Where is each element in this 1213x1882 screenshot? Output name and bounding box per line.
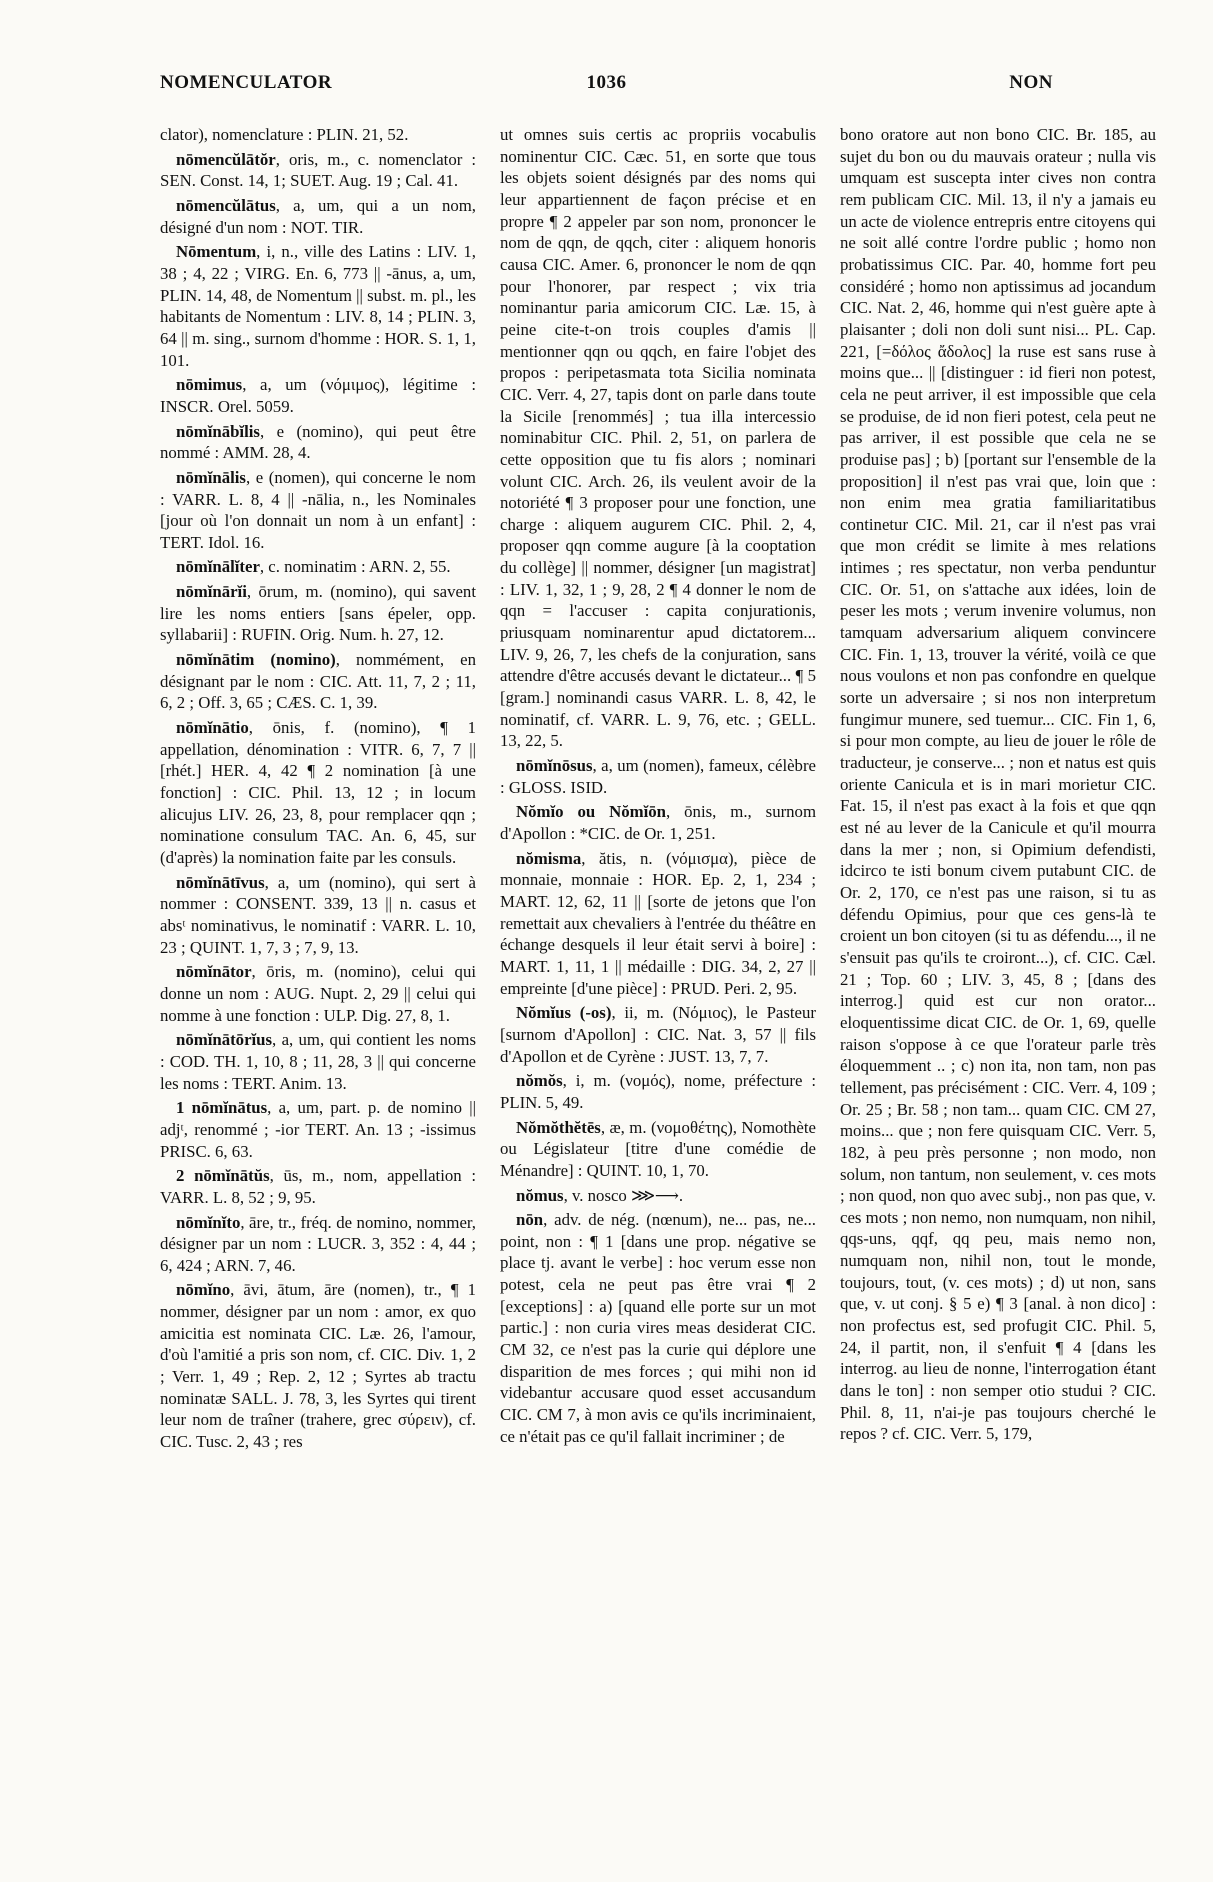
dictionary-entry: nŏmŏs, i, m. (νομός), nome, préfecture : PLIN. 5, 49. bbox=[500, 1071, 816, 1112]
dictionary-entry: Nŏmŏthĕtēs, æ, m. (νομοθέτης), Nomothète ou Législateur [titre d'une comédie de Ménandre] : QUINT. 10, 1, 70. bbox=[500, 1117, 816, 1180]
dictionary-entry: nŏmisma, ătis, n. (νόμισμα), pièce de monnaie, monnaie : HOR. Ep. 2, 1, 234 ; MART. 12, 62, 11 || [sorte de jetons que l'on remettait aux chevaliers à l'entrée du théâtre en échange desquels il leur était servi à boire] : MART. 1, 11, 1 || médaille : DIG. 34, 2, 27 || empreinte [d'une pièce] : PRUD. Peri. 2, 95. bbox=[500, 848, 816, 998]
dictionary-entry: nōmĭnātim (nomino), nommément, en désignant par le nom : CIC. Att. 11, 7, 2 ; 11, 6, 2 ; Off. 3, 65 ; CÆS. C. 1, 39. bbox=[160, 650, 476, 713]
dictionary-entry: Nōmentum, i, n., ville des Latins : LIV. 1, 38 ; 4, 22 ; VIRG. En. 6, 773 || -ānus, a, um, PLIN. 14, 48, de Nomentum || subst. m. pl., les habitants de Nomentum : LIV. 8, 14 ; PLIN. 3, 64 || m. sing., surnom d'homme : HOR. S. 1, 1, 101. bbox=[160, 242, 476, 370]
running-head bbox=[160, 72, 1053, 104]
header-left-guide-word: NOMENCULATOR bbox=[160, 72, 333, 93]
dictionary-entry: nōmĭnōsus, a, um (nomen), fameux, célèbre : GLOSS. ISID. bbox=[500, 756, 816, 797]
column-3 bbox=[840, 124, 1156, 1864]
dictionary-entry: Nŏmĭo ou Nŏmĭōn, ōnis, m., surnom d'Apollon : *CIC. de Or. 1, 251. bbox=[500, 802, 816, 843]
entry-continuation: ut omnes suis certis ac propriis vocabulis nominentur CIC. Cæc. 51, en sorte que tous les objets soient désignés par des noms qui leur appartiennent de façon précise et en propre ¶ 2 appeler par son nom, prononcer le nom de qqn, de qqch, citer : aliquem honoris causa CIC. Amer. 6, prononcer le nom de qqn pour l'honorer, par respect ; vix tria nominantur paria amicorum CIC. Læ. 15, à peine cite-t-on trois couples d'amis || mentionner qqn ou qqch, en faire l'objet des propos : peripetasmata tota Sicilia nominata CIC. Verr. 4, 27, tapis dont on parle dans toute la Sicile [renommés] ; tua illa intercessio nominabitur CIC. Phil. 2, 51, on parlera de cette opposition que tu fis alors ; nominari volunt CIC. Arch. 26, ils veulent avoir de la notoriété ¶ 3 proposer pour une fonction, une charge : aliquem augurem CIC. Phil. 2, 4, proposer qqn comme augure [à la cooptation du collège] || nommer, désigner [un magistrat] : LIV. 1, 32, 1 ; 9, 28, 2 ¶ 4 donner le nom de qqn = l'accuser : capita conjurationis, priusquam nominarentur apud dictatorem... LIV. 9, 26, 7, les chefs de la conjuration, sans attendre d'être accusés devant le dictateur... ¶ 5 [gram.] nominandi casus VARR. L. 8, 42, le nominatif, cf. VARR. L. 9, 76, etc. ; GELL. 13, 22, 5. bbox=[500, 125, 816, 751]
dictionary-entry: nōmĭnārĭi, ōrum, m. (nomino), qui savent lire les noms entiers [sans épeler, opp. syllabarii] : RUFIN. Orig. Num. h. 27, 12. bbox=[160, 582, 476, 645]
header-right-guide-word: NON bbox=[1009, 72, 1053, 93]
dictionary-entry: nōn, adv. de nég. (nœnum), ne... pas, ne... point, non : ¶ 1 [dans une prop. négative se place tj. avant le verbe] : hoc verum esse non potest, cela ne peut pas être vrai ¶ 2 [exceptions] : a) [quand elle porte sur un mot partic.] : non curia vires meas desiderat CIC. CM 32, ce n'est pas la curie qui déplore une disparition de mes forces ; qui mihi non id videbantur accusare quod esset accusandum CIC. CM 7, à mon avis ce qu'ils incriminaient, ce n'était pas ce qu'il fallait incriminer ; de bbox=[500, 1210, 816, 1446]
text-columns bbox=[160, 124, 1156, 1864]
page-number: 1036 bbox=[586, 72, 627, 93]
entry-continuation: clator), nomenclature : PLIN. 21, 52. bbox=[160, 125, 409, 144]
dictionary-entry: nōmencŭlātŏr, oris, m., c. nomenclator : SEN. Const. 14, 1; SUET. Aug. 19 ; Cal. 41. bbox=[160, 149, 476, 191]
dictionary-entry: nōmĭnālĭter, c. nominatim : ARN. 2, 55. bbox=[176, 557, 451, 577]
dictionary-entry: nōmĭnātōrĭus, a, um, qui contient les noms : COD. TH. 1, 10, 8 ; 11, 28, 3 || qui concerne les noms : TERT. Anim. 13. bbox=[160, 1030, 476, 1093]
dictionary-entry: nōmĭnābĭlis, e (nomino), qui peut être nommé : AMM. 28, 4. bbox=[160, 421, 476, 463]
dictionary-entry: nŏmus, v. nosco ⋙⟶. bbox=[516, 1185, 684, 1205]
dictionary-entry: Nŏmĭus (-os), ii, m. (Νόμιος), le Pasteur [surnom d'Apollon] : CIC. Nat. 3, 57 || fils d'Apollon et de Cyrène : JUST. 13, 7, 7. bbox=[500, 1003, 816, 1066]
dictionary-entry: nōmĭnātīvus, a, um (nomino), qui sert à nommer : CONSENT. 339, 13 || n. casus et absᵗ nominativus, le nominatif : VARR. L. 10, 23 ; QUINT. 1, 7, 3 ; 7, 9, 13. bbox=[160, 872, 476, 957]
entry-continuation: bono oratore aut non bono CIC. Br. 185, au sujet du bon ou du mauvais orateur ; nulla vis umquam est suscepta inter cives non contra rem publicam CIC. Mil. 13, il n'y a jamais eu un acte de violence entrepris entre citoyens qui ne soit allé contre l'ordre public ; homo non probatissimus CIC. Par. 40, homme fort peu considéré ; homo non aptissimus ad jocandum CIC. Nat. 2, 46, homme qui n'est guère apte à plaisanter ; doli non doli sunt nisi... PL. Cap. 221, [=δόλος ἄδολος] la ruse est sans ruse à moins que... || [distinguer : id fieri non potest, cela ne peut arriver, il est impossible que cela se produise, de id non fieri potest, cela peut ne pas arriver, il est possible que cela ne se produise pas] ; b) [portant sur l'ensemble de la proposition] il n'est pas vrai que, loin que : non enim mea gratia familiaritatibus continetur CIC. Mil. 21, car il n'est pas vrai que mon crédit se limite à mes relations intimes ; res spectatur, non verba penduntur CIC. Or. 51, on s'attache aux idées, loin de peser les mots ; verum invenire volumus, non tamquam adversarium aliquem convincere CIC. Fin. 1, 13, trouver la vérité, voilà ce que nous voulons et non pas confondre en quelque sorte un adversaire ; si nos non interpretum fungimur munere, sed tuemur... CIC. Fin 1, 6, si pour mon compte, au lieu de jouer le rôle de traducteur, je conserve... ; non et natus est quis oriente Canicula et is in mari morietur CIC. Fat. 15, il n'est pas exact à la fois et que qqn est né au lever de la Canicule et qu'il mourra dans la mer ; non, si Opimium defendisti, idcirco te isti bonum civem putabunt CIC. de Or. 2, 170, ce n'est pas une raison, si tu as défendu Opimius, pour que ces gens-là te croient un bon citoyen (si tu as défendu..., il ne s'ensuit pas qu'ils te croiront...), cf. CIC. Cæl. 21 ; Top. 60 ; LIV. 3, 45, 8 ; [dans des interrog.] quid est cur non orator... eloquentissime dicat CIC. de Or. 1, 69, quelle raison s'oppose à ce que l'orateur parle très éloquemment .. ; c) non ita, non tam, non pas tellement, pas précisément : CIC. Verr. 4, 109 ; Or. 25 ; Br. 58 ; non tam... quam CIC. CM 27, moins... que ; non fere quisquam CIC. Verr. 5, 182, à peu près personne ; non modo, non solum, non tantum, non seulement, v. ces mots ; non quod, non quo avec subj., non pas que, v. ces mots ; non nemo, non numquam, non nihil, qqs-uns, qqf, qq peu, mais nemo non, numquam non, nihil non, tout le monde, toujours, tout, (v. ces mots) ; d) ut non, sans que, v. ut conj. § 5 e) ¶ 3 [anal. à non dico] : non profectus est, sed profugit CIC. Phil. 5, 24, il partit, non, il s'enfuit ¶ 4 [dans les interrog. au lieu de nonne, l'interrogation étant dans le ton] : non semper otio studui ? CIC. Phil. 8, 11, n'ai-je pas toujours cherché le repos ? cf. CIC. Verr. 5, 179, bbox=[840, 125, 1156, 1444]
dictionary-entry: nōmĭnātio, ōnis, f. (nomino), ¶ 1 appellation, dénomination : VITR. 6, 7, 7 || [rhét.] HER. 4, 42 ¶ 2 nomination [à une fonction] : CIC. Phil. 13, 12 ; in locum alicujus LIV. 26, 23, 8, pour remplacer qqn ; nominatione consulum TAC. An. 6, 45, sur (d'après) la nomination faite par les consuls. bbox=[160, 718, 476, 867]
dictionary-entry: nōmĭno, āvi, ātum, āre (nomen), tr., ¶ 1 nommer, désigner par un nom : amor, ex quo amicitia est nominata CIC. Læ. 26, l'amour, d'où l'amitié a pris son nom, cf. CIC. Div. 1, 2 ; Verr. 1, 49 ; Rep. 2, 12 ; Syrtes ab tractu nominatæ SALL. J. 78, 3, les Syrtes qui tirent leur nom de traîner (trahere, grec σύρειν), cf. CIC. Tusc. 2, 43 ; res bbox=[160, 1280, 476, 1452]
dictionary-entry: nōmencŭlātus, a, um, qui a un nom, désigné d'un nom : NOT. TIR. bbox=[160, 195, 476, 237]
dictionary-entry: nōmĭnālis, e (nomen), qui concerne le nom : VARR. L. 8, 4 || -nālia, n., les Nominales [jour où l'on donnait un nom à un enfant] : TERT. Idol. 16. bbox=[160, 467, 476, 552]
dictionary-entry: 1 nōmĭnātus, a, um, part. p. de nomino || adjᵗ, renommé ; -ior TERT. An. 13 ; -issimus PRISC. 6, 63. bbox=[160, 1098, 476, 1161]
column-1 bbox=[160, 124, 476, 1864]
dictionary-entry: 2 nōmĭnātŭs, ūs, m., nom, appellation : VARR. L. 8, 52 ; 9, 95. bbox=[160, 1166, 476, 1207]
dictionary-entry: nōmĭnātor, ōris, m. (nomino), celui qui donne un nom : AUG. Nupt. 2, 29 || celui qui nomme à une fonction : ULP. Dig. 27, 8, 1. bbox=[160, 962, 476, 1025]
dictionary-entry: nōmimus, a, um (νόμιμος), légitime : INSCR. Orel. 5059. bbox=[160, 375, 476, 416]
dictionary-entry: nōmĭnĭto, āre, tr., fréq. de nomino, nommer, désigner par un nom : LUCR. 3, 352 : 4, 44 ; 6, 424 ; ARN. 7, 46. bbox=[160, 1212, 476, 1275]
column-2 bbox=[500, 124, 816, 1864]
